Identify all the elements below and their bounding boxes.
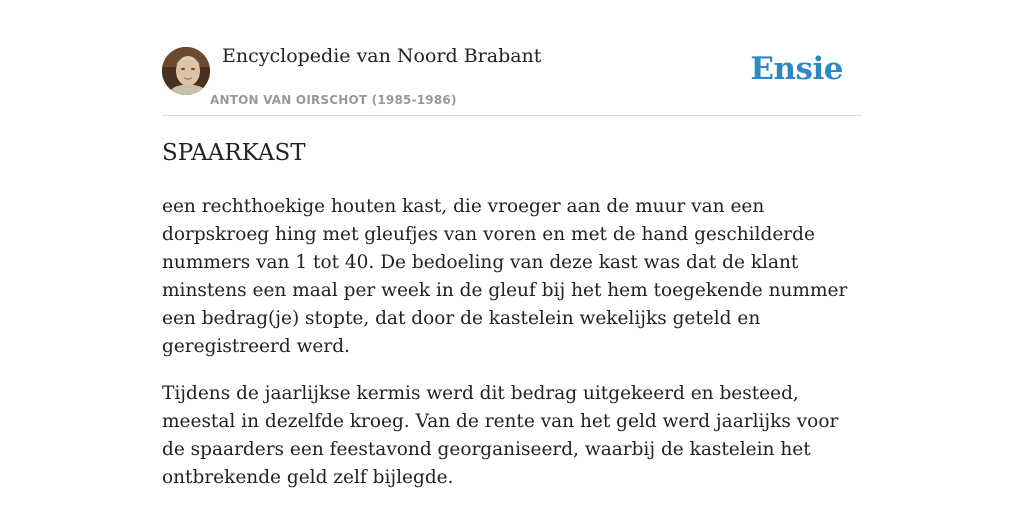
author-avatar bbox=[162, 47, 210, 95]
entry-paragraph: een rechthoekige houten kast, die vroeger aan de muur van een dorpskroeg hing met gleufjes van voren en met de hand geschilderde nummers van 1 tot 40. De bedoeling van deze kast was dat de klant minstens een maal per week in de gleuf bij het hem toegekende nummer een bedrag(je) stopte, dat door de kastelein wekelijks geteld en geregistreerd werd. bbox=[162, 196, 848, 357]
header bbox=[162, 0, 862, 116]
entry-body bbox=[162, 193, 862, 511]
ensie-logo[interactable]: Ensie bbox=[750, 51, 843, 87]
source-title[interactable]: Encyclopedie van Noord Brabant bbox=[222, 45, 542, 67]
entry-title: SPAARKAST bbox=[162, 140, 306, 166]
author-portrait-icon bbox=[162, 47, 210, 95]
entry-paragraph: Tijdens de jaarlijkse kermis werd dit bedrag uitgekeerd en besteed, meestal in dezelfde kroeg. Van de rente van het geld werd jaarlijks voor de spaarders een feestavond georganiseerd, waarbij de kastelein het ontbrekende geld zelf bijlegde. bbox=[162, 383, 839, 488]
author-name[interactable]: ANTON VAN OIRSCHOT (1985-1986) bbox=[210, 93, 457, 107]
